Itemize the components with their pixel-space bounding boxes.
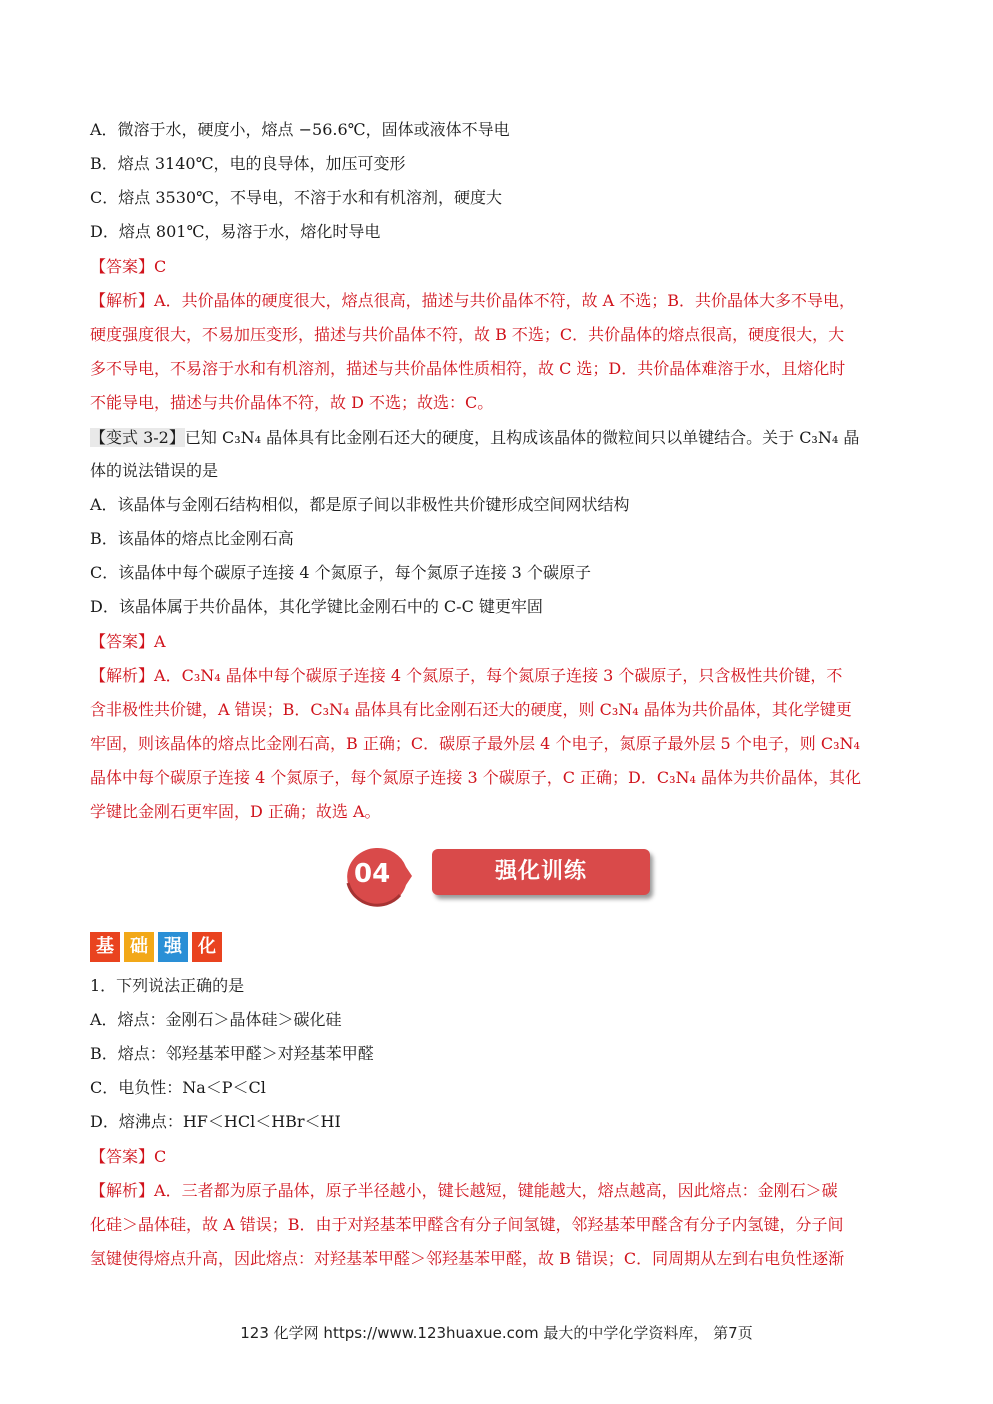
section-banner [340,845,655,907]
option-b: B．熔点 3140℃，电的良导体，加压可变形 [90,154,406,173]
analysis-line [90,665,905,687]
analysis-line: 牢固，则该晶体的熔点比金刚石高，B 正确；C．碳原子最外层 4 个电子，氮原子最外层 5 个电子，则 C₃N₄ [90,734,860,753]
analysis-line: 化硅＞晶体硅，故 A 错误；B．由于对羟基苯甲醛含有分子间氢键，邻羟基苯甲醛含有分子内氢键，分子间 [90,1215,844,1234]
section-title: 强化训练 [432,849,650,895]
answer-line [90,256,905,278]
tag-hua: 化 [192,932,222,962]
analysis-line: 多不导电，不易溶于水和有机溶剂，描述与共价晶体性质相符，故 C 选；D．共价晶体难溶于水，且熔化时 [90,359,846,378]
option-b: B．熔点：邻羟基苯甲醛＞对羟基苯甲醛 [90,1044,374,1063]
option-c: C．电负性：Na＜P＜Cl [90,1078,266,1097]
option-a: A．熔点：金刚石＞晶体硅＞碳化硅 [90,1010,342,1029]
variant-stem-text: 已知 C₃N₄ 晶体具有比金刚石还大的硬度，且构成该晶体的微粒间只以单键结合。关于 C₃N₄ 晶 [184,428,860,447]
analysis-line [90,290,905,312]
analysis-text: A．三者都为原子晶体，原子半径越小，键长越短，键能越大，熔点越高，因此熔点：金刚石＞碳 [154,1181,838,1200]
analysis-line: 硬度强度很大，不易加压变形，描述与共价晶体不符，故 B 不选；C．共价晶体的熔点很高，硬度很大，大 [90,325,845,344]
tag-chu: 础 [124,932,154,962]
answer-label: 【答案】 [90,257,155,276]
tag-qiang: 强 [158,932,188,962]
option-d: D．熔点 801℃，易溶于水，熔化时导电 [90,222,381,241]
option-d: D．熔沸点：HF＜HCl＜HBr＜HI [90,1112,341,1131]
section-number: 04 [354,859,391,889]
option-d: D．该晶体属于共价晶体，其化学键比金刚石中的 C-C 键更牢固 [90,597,543,616]
answer-line [90,631,905,653]
analysis-line: 学键比金刚石更牢固，D 正确；故选 A。 [90,802,381,821]
analysis-label: 【解析】 [90,1181,155,1200]
tag-ji: 基 [90,932,120,962]
question-stem: 1．下列说法正确的是 [90,976,245,995]
answer-value: A [154,632,166,651]
answer-value: C [154,1147,167,1166]
analysis-text: A．C₃N₄ 晶体中每个碳原子连接 4 个氮原子，每个氮原子连接 3 个碳原子，只含极性共价键，不 [154,666,843,685]
variant-stem-line [90,427,905,449]
answer-value: C [154,257,167,276]
page-footer: 123 化学网 https://www.123huaxue.com 最大的中学化学资料库， 第7页 [240,1324,753,1342]
answer-line [90,1146,905,1168]
analysis-label: 【解析】 [90,291,155,310]
analysis-line: 含非极性共价键，A 错误；B．C₃N₄ 晶体具有比金刚石还大的硬度，则 C₃N₄ 晶体为共价晶体，其化学键更 [90,700,852,719]
option-b: B．该晶体的熔点比金刚石高 [90,529,294,548]
variant-stem-line: 体的说法错误的是 [90,461,219,480]
option-c: C．该晶体中每个碳原子连接 4 个氮原子，每个氮原子连接 3 个碳原子 [90,563,591,582]
basic-strengthen-tags [90,932,226,962]
analysis-line: 不能导电，描述与共价晶体不符，故 D 不选；故选：C。 [90,393,494,412]
analysis-line [90,1180,905,1202]
analysis-line: 氢键使得熔点升高，因此熔点：对羟基苯甲醛＞邻羟基苯甲醛，故 B 错误；C．同周期从左到右电负性逐渐 [90,1249,845,1268]
analysis-text: A．共价晶体的硬度很大，熔点很高，描述与共价晶体不符，故 A 不选；B．共价晶体大多不导电， [154,291,856,310]
option-a: A．微溶于水，硬度小，熔点 −56.6℃，固体或液体不导电 [90,120,510,139]
option-c: C．熔点 3530℃，不导电，不溶于水和有机溶剂，硬度大 [90,188,502,207]
answer-label: 【答案】 [90,632,155,651]
answer-label: 【答案】 [90,1147,155,1166]
analysis-label: 【解析】 [90,666,155,685]
option-a: A．该晶体与金刚石结构相似，都是原子间以非极性共价键形成空间网状结构 [90,495,630,514]
analysis-line: 晶体中每个碳原子连接 4 个氮原子，每个氮原子连接 3 个碳原子，C 正确；D．C₃N₄ 晶体为共价晶体，其化 [90,768,862,787]
variant-tag: 【变式 3-2】 [90,428,185,447]
